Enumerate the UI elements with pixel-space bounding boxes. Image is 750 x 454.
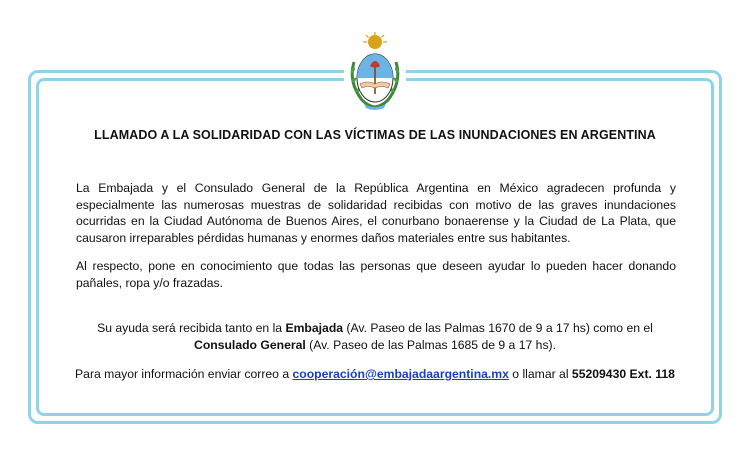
locations-paragraph <box>70 320 680 353</box>
embassy-label: Embajada <box>285 321 344 335</box>
email-link[interactable]: cooperación@embajadaargentina.mx <box>292 367 509 381</box>
contact-text-1: Para mayor información enviar correo a <box>75 367 293 381</box>
contact-paragraph <box>70 366 680 383</box>
gratitude-paragraph: La Embajada y el Consulado General de la República Argentina en México agradecen profunda y especialmente las numerosas muestras de solidaridad recibidas con motivo de las graves inundaciones ocurridas en la Ciudad Autónoma de Buenos Aires, el conurbano bonaerense y la Ciudad de La Plata, que causaron irreparables pérdidas humanas y enormes daños materiales entre sus habitantes. <box>76 181 676 245</box>
contact-text-2: o llamar al <box>508 367 572 381</box>
donation-paragraph: Al respecto, pone en conocimiento que todas las personas que deseen ayudar lo pueden hacer donando pañales, ropa y/o frazadas. <box>76 259 676 290</box>
locations-text-1: Su ayuda será recibida tanto en la <box>97 321 286 335</box>
page-title: LLAMADO A LA SOLIDARIDAD CON LAS VÍCTIMAS DE LAS INUNDACIONES EN ARGENTINA <box>94 128 656 142</box>
consulate-label: Consulado General <box>194 337 306 352</box>
phone-number: 55209430 Ext. 118 <box>571 367 675 381</box>
locations-text-2: (Av. Paseo de las Palmas 1670 de 9 a 17 hs) como en el <box>343 321 653 335</box>
argentina-coat-of-arms-icon <box>344 32 406 112</box>
locations-text-3: (Av. Paseo de las Palmas 1685 de 9 a 17 hs). <box>305 337 556 352</box>
